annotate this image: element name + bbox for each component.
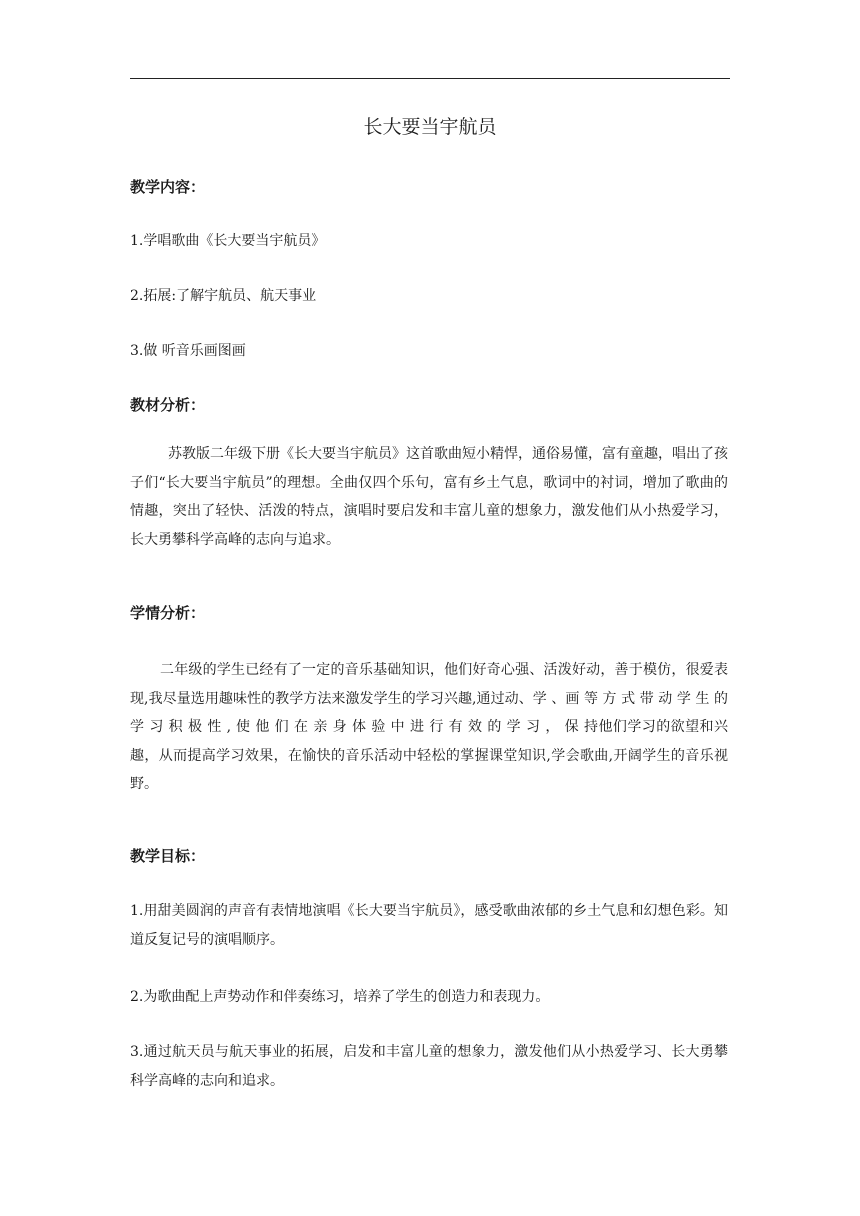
goal-item-2: 2.为歌曲配上声势动作和伴奏练习，培养了学生的创造力和表现力。 <box>130 989 550 1005</box>
section-heading-goals: 教学目标： <box>130 847 206 865</box>
goal-item-3: 3.通过航天员与航天事业的拓展，启发和丰富儿童的想象力，激发他们从小热爱学习、长大勇攀科学高峰的志向和追求。 <box>130 1044 728 1089</box>
content-item-3: 3.做 听音乐画图画 <box>130 343 246 359</box>
students-paragraph: 二年级的学生已经有了一定的音乐基础知识，他们好奇心强、活泼好动，善于模仿，很爱表现,我尽量选用趣味性的教学方法来激发学生的学习兴趣,通过动、学 、画 等 方 式 带 动 学 生 的 学 习 积 极 性 , 使 他 们 在 亲 身 体 验 中 进 行 有 效 的 学 习 ， 保 持他们学习的欲望和兴趣，从而提高学习效果，在愉快的音乐活动中轻松的掌握课堂知识,学会歌曲,开阔学生的音乐视野。 <box>130 662 728 792</box>
section-heading-content: 教学内容： <box>130 178 206 196</box>
goal-item-1: 1.用甜美圆润的声音有表情地演唱《长大要当宇航员》，感受歌曲浓郁的乡土气息和幻想色彩。知道反复记号的演唱顺序。 <box>130 903 728 948</box>
content-item-1: 1.学唱歌曲《长大要当宇航员》 <box>130 233 326 249</box>
header-rule <box>130 78 730 79</box>
section-heading-material: 教材分析： <box>130 396 206 414</box>
content-item-2: 2.拓展:了解宇航员、航天事业 <box>130 288 317 304</box>
document-title: 长大要当宇航员 <box>363 116 497 138</box>
material-paragraph: 苏教版二年级下册《长大要当宇航员》这首歌曲短小精悍，通俗易懂，富有童趣，唱出了孩子们“长大要当宇航员”的理想。全曲仅四个乐句，富有乡土气息，歌词中的衬词，增加了歌曲的情趣，突出了轻快、活泼的特点，演唱时要启发和丰富儿童的想象力，激发他们从小热爱学习，长大勇攀科学高峰的志向与追求。 <box>130 446 728 548</box>
section-heading-students: 学情分析： <box>130 604 206 622</box>
